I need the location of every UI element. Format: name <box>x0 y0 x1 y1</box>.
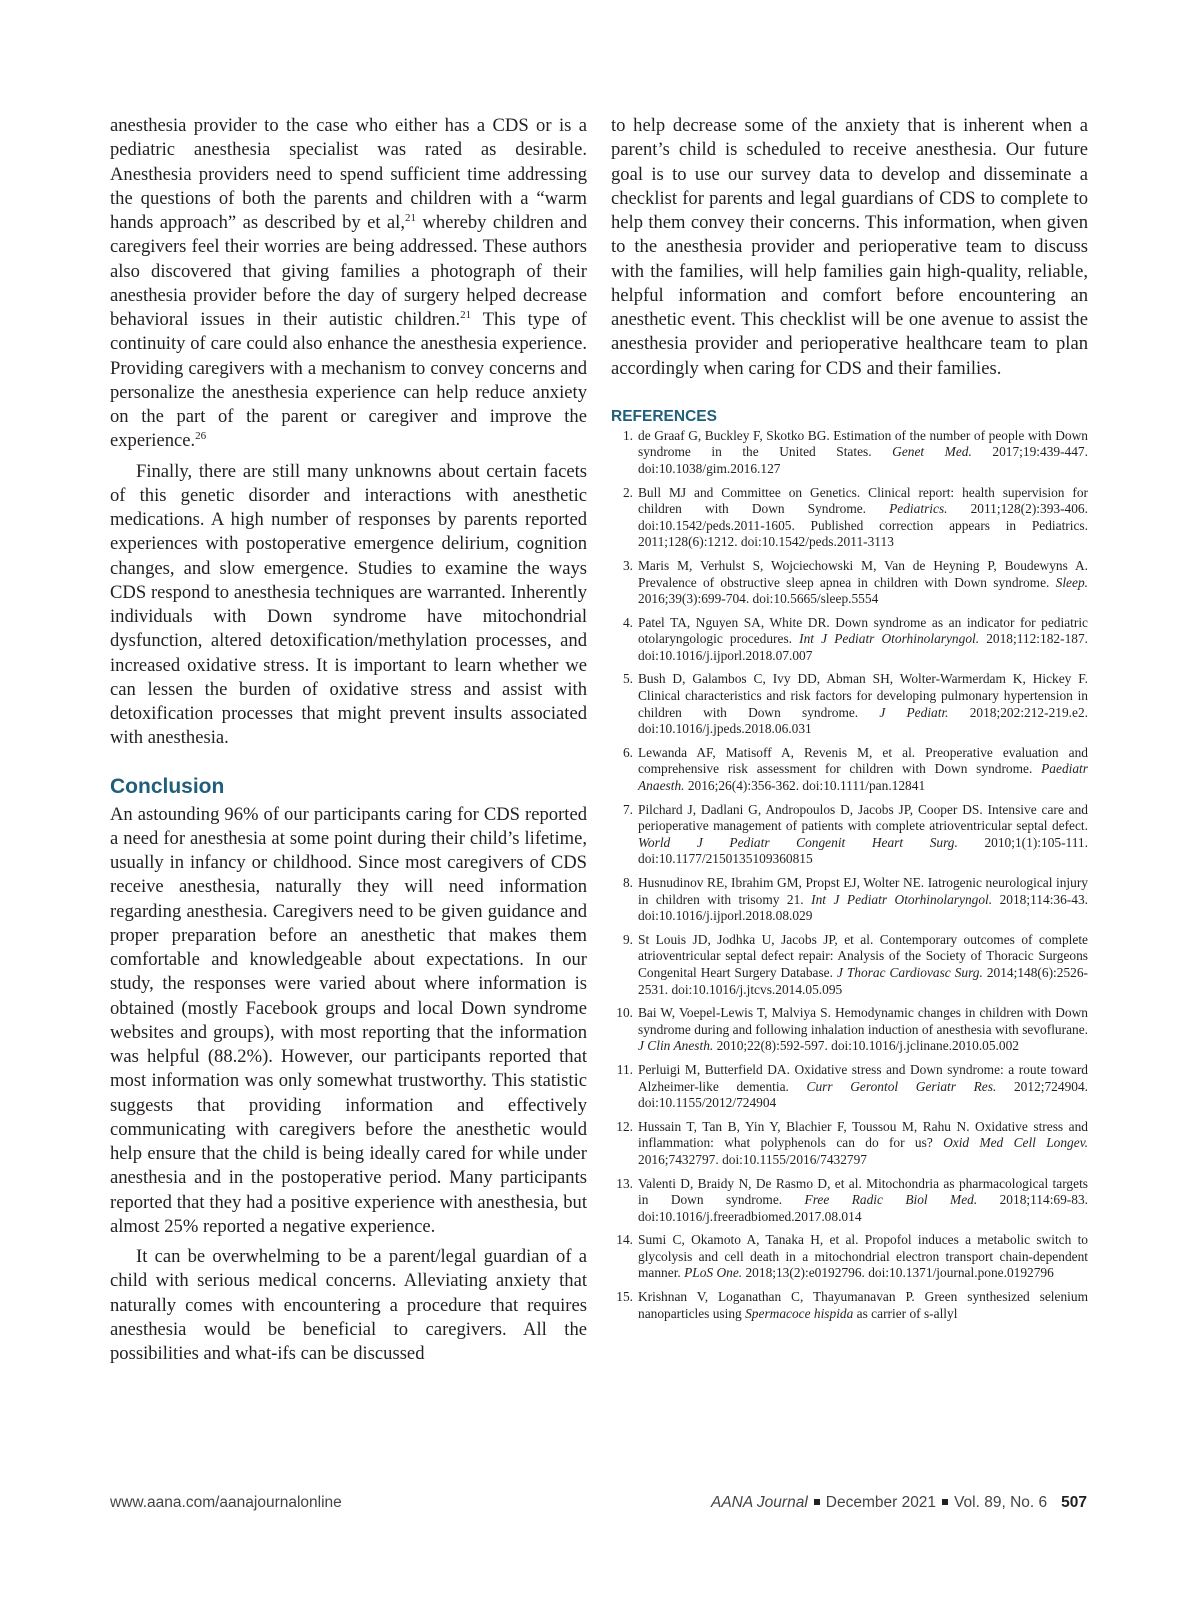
reference-list <box>611 428 1088 1323</box>
text-run: This type of continuity of care could also enhance the anesthesia experience. Providing caregivers with a mechanism to convey concerns and personalize the anesthesia experience can help reduce anxiety on the part of the parent or caregiver and improve the experience. <box>110 309 587 452</box>
reference-journal: Genet Med. <box>892 444 972 460</box>
reference-details: 2016;26(4):356-362. doi:10.1111/pan.12841 <box>684 778 926 794</box>
reference-journal: J Clin Anesth. <box>638 1038 714 1054</box>
reference-number: 8. <box>622 875 633 890</box>
reference-journal: World J Pediatr Congenit Heart Surg. <box>638 834 958 850</box>
reference-number: 11. <box>616 1061 633 1077</box>
reference-text: Maris M, Verhulst S, Wojciechowski M, Van de Heyning P, Boudewyns A. Prevalence of obstructive sleep apnea in children with Down syndrome. <box>638 557 1088 590</box>
paragraph: Finally, there are still many unknowns about certain facets of this genetic disorder and interactions with anesthetic medications. A high number of responses by parents reported experiences with postoperative emergence delirium, cognition changes, and slow emergence. Studies to examine the ways CDS respond to anesthesia techniques are warranted. Inherently individuals with Down syndrome have mitochondrial dysfunction, altered detoxification/methylation processes, and increased oxidative stress. It is important to learn whether we can lessen the burden of oxidative stress and assist with detoxification processes that might prevent insults associated with anesthesia. <box>110 460 587 749</box>
reference-number: 15. <box>616 1289 633 1305</box>
reference-details: 2018;114:36-43. doi:10.1016/j.ijporl.2018.08.029 <box>638 891 1088 924</box>
footer-citation <box>711 1494 1087 1512</box>
reference-number: 3. <box>622 557 633 573</box>
reference-number: 5. <box>622 671 633 687</box>
paragraph: It can be overwhelming to be a parent/legal guardian of a child with serious medical concerns. Alleviating anxiety that naturally comes with encountering a procedure that requires anesthesia would be beneficial to caregivers. All the possibilities and what-ifs can be discussed <box>110 1246 587 1364</box>
reference-item <box>611 615 1088 665</box>
reference-text: de Graaf G, Buckley F, Skotko BG. Estimation of the number of people with Down syndrome in the United States. <box>638 427 1088 460</box>
reference-number: 10. <box>616 1005 633 1021</box>
reference-details: 2018;112:182-187. doi:10.1016/j.ijporl.2018.07.007 <box>638 631 1089 663</box>
paragraph <box>110 114 587 454</box>
reference-number: 9. <box>622 931 633 947</box>
reference-number: 7. <box>622 801 633 817</box>
reference-item <box>611 1289 1088 1322</box>
reference-text: Hussain T, Tan B, Yin Y, Blachier F, Toussou M, Rahu N. Oxidative stress and inflammation: what polyphenols can do for us? <box>638 1118 1088 1151</box>
reference-number: 1. <box>622 427 633 443</box>
reference-journal: Sleep. <box>1055 574 1088 590</box>
footer-url[interactable]: www.aana.com/aanajournalonline <box>110 1494 342 1511</box>
reference-journal: Spermacoce hispida <box>745 1305 854 1321</box>
reference-item <box>611 1005 1088 1055</box>
footer-volume: Vol. 89, No. 6 <box>954 1494 1048 1511</box>
reference-journal: Oxid Med Cell Longev. <box>943 1135 1088 1151</box>
reference-text: Patel TA, Nguyen SA, White DR. Down syndrome as an indicator for pediatric otolaryngologic procedures. <box>638 614 1088 647</box>
reference-item <box>611 875 1088 925</box>
reference-text: Krishnan V, Loganathan C, Thayumanavan P. Green synthesized selenium nanoparticles using <box>638 1289 1088 1321</box>
citation-superscript: 21 <box>405 212 416 224</box>
reference-item <box>611 802 1088 868</box>
reference-details: 2018;13(2):e0192796. doi:10.1371/journal.pone.0192796 <box>742 1265 1054 1281</box>
reference-details: 2012;724904. doi:10.1155/2012/724904 <box>638 1078 1088 1111</box>
reference-text: Lewanda AF, Matisoff A, Revenis M, et al. Preoperative evaluation and comprehensive risk assessment for children with Down syndrome. <box>638 744 1088 777</box>
reference-number: 4. <box>622 614 633 630</box>
reference-item <box>611 1176 1088 1226</box>
reference-item <box>611 1232 1088 1282</box>
reference-journal: Curr Gerontol Geriatr Res. <box>806 1078 997 1094</box>
paragraph: An astounding 96% of our participants caring for CDS reported a need for anesthesia at some point during their child’s lifetime, usually in infancy or childhood. Since most caregivers of CDS receive anesthesia, naturally they will need information regarding anesthesia. Caregivers need to be given guidance and proper preparation before an anesthetic that makes them comfortable and knowledgeable about expectations. In our study, the responses were varied about where information is obtained (mostly Facebook groups and local Down syndrome websites and groups), with most reporting that the information was helpful (88.2%). However, our participants reported that most information was only somewhat trustworthy. This statistic suggests that providing information and effectively communicating with caregivers before the anesthetic would help ensure that the child is being ideally cared for while under anesthesia and in the postoperative period. Many participants reported that they had a positive experience with anesthesia, but almost 25% reported a negative experience. <box>110 803 587 1237</box>
citation-superscript: 21 <box>460 309 472 321</box>
citation-superscript: 26 <box>195 430 207 443</box>
reference-journal: Free Radic Biol Med. <box>804 1192 978 1208</box>
reference-item <box>611 745 1088 795</box>
reference-item <box>611 485 1088 551</box>
reference-details: 2018;202:212-219.e2. doi:10.1016/j.jpeds.2018.06.031 <box>638 704 1088 737</box>
reference-number: 13. <box>616 1175 633 1191</box>
reference-text: Bull MJ and Committee on Genetics. Clinical report: health supervision for children with Down Syndrome. <box>638 484 1088 517</box>
reference-text: Sumi C, Okamoto A, Tanaka H, et al. Propofol induces a metabolic switch to glycolysis and cell death in a mitochondrial electron transport chain-dependent manner. <box>638 1232 1088 1281</box>
reference-text: Pilchard J, Dadlani G, Andropoulos D, Jacobs JP, Cooper DS. Intensive care and perioperative management of patients with complete atrioventricular septal defect. <box>638 801 1088 834</box>
reference-number: 6. <box>622 744 633 760</box>
reference-number: 2. <box>622 484 633 500</box>
reference-text: Husnudinov RE, Ibrahim GM, Propst EJ, Wolter NE. Iatrogenic neurological injury in children with trisomy 21. <box>638 875 1088 907</box>
reference-details: 2016;39(3):699-704. doi:10.5665/sleep.5554 <box>638 591 879 607</box>
reference-text: Valenti D, Braidy N, De Rasmo D, et al. Mitochondria as pharmacological targets in Down syndrome. <box>638 1175 1088 1208</box>
reference-number: 12. <box>616 1118 633 1134</box>
reference-item <box>611 671 1088 737</box>
reference-details: 2017;19:439-447. doi:10.1038/gim.2016.127 <box>638 444 1088 476</box>
reference-text: Bai W, Voepel-Lewis T, Malviya S. Hemodynamic changes in children with Down syndrome during and following inhalation induction of anesthesia with sevoflurane. <box>638 1005 1088 1037</box>
left-column <box>110 114 587 1366</box>
reference-journal: PLoS One. <box>684 1265 743 1281</box>
right-column <box>611 114 1088 1329</box>
footer-date: December 2021 <box>825 1494 937 1511</box>
reference-journal: Pediatrics. <box>889 501 948 517</box>
reference-journal: J Thorac Cardiovasc Surg. <box>836 964 983 980</box>
page-number: 507 <box>1061 1494 1087 1511</box>
reference-item <box>611 1119 1088 1169</box>
reference-text: Perluigi M, Butterfield DA. Oxidative stress and Down syndrome: a route toward Alzheimer-like dementia. <box>638 1061 1088 1094</box>
text-run: whereby children and caregivers feel their worries are being addressed. These authors also discovered that giving families a photograph of their anesthesia provider before the day of surgery helped decrease behavioral issues in their autistic children. <box>110 212 587 330</box>
footer-journal: AANA Journal <box>710 1494 808 1511</box>
reference-details: 2014;148(6):2526-2531. doi:10.1016/j.jtcvs.2014.05.095 <box>638 964 1088 997</box>
reference-text: St Louis JD, Jodhka U, Jacobs JP, et al. Contemporary outcomes of complete atrioventricular septal defect repair: Analysis of the Society of Thoracic Surgeons Congenital Heart Surgery Database. <box>638 931 1088 980</box>
text-run: anesthesia provider to the case who either has a CDS or is a pediatric anesthesia specialist was rated as desirable. Anesthesia providers need to spend sufficient time addressing the questions of both the parents and children with a “warm hands approach” as described by et al, <box>110 115 587 233</box>
reference-item <box>611 558 1088 608</box>
reference-journal: Int J Pediatr Otorhinolaryngol. <box>799 631 980 647</box>
reference-journal: J Pediatr. <box>879 704 949 720</box>
references-heading: REFERENCES <box>611 407 717 425</box>
bullet-separator <box>814 1499 820 1505</box>
reference-details: as carrier of s-allyl <box>853 1305 958 1321</box>
bullet-separator <box>942 1499 948 1505</box>
reference-details: 2016;7432797. doi:10.1155/2016/7432797 <box>638 1151 868 1167</box>
reference-item <box>611 428 1088 478</box>
reference-item <box>611 932 1088 998</box>
reference-journal: Int J Pediatr Otorhinolaryngol. <box>811 891 993 907</box>
reference-text: Bush D, Galambos C, Ivy DD, Abman SH, Wolter-Warmerdam K, Hickey F. Clinical characteristics and risk factors for developing pulmonary hypertension in children with Down syndrome. <box>638 671 1088 720</box>
reference-details: 2011;128(2):393-406. doi:10.1542/peds.2011-1605. Published correction appears in Pediatrics. 2011;128(6):1212. doi:10.1542/peds.2011-3113 <box>638 501 1088 550</box>
reference-details: 2018;114:69-83. doi:10.1016/j.freeradbiomed.2017.08.014 <box>638 1192 1089 1224</box>
reference-details: 2010;1(1):105-111. doi:10.1177/2150135109360815 <box>638 834 1088 867</box>
reference-number: 14. <box>616 1232 633 1248</box>
paragraph: to help decrease some of the anxiety that is inherent when a parent’s child is scheduled to receive anesthesia. Our future goal is to use our survey data to develop and disseminate a checklist for parents and legal guardians of CDS to complete to help them convey their concerns. This information, when given to the anesthesia provider and perioperative team to discuss with the families, will help families gain high-quality, reliable, helpful information and comfort before encountering an anesthetic event. This checklist will be one avenue to assist the anesthesia provider and perioperative healthcare team to plan accordingly when caring for CDS and their families. <box>611 115 1088 379</box>
reference-journal: Paediatr Anaesth. <box>638 761 1088 794</box>
reference-item <box>611 1062 1088 1112</box>
page-footer <box>110 1494 1087 1516</box>
section-heading-conclusion: Conclusion <box>110 774 225 798</box>
reference-details: 2010;22(8):592-597. doi:10.1016/j.jclinane.2010.05.002 <box>713 1038 1019 1054</box>
